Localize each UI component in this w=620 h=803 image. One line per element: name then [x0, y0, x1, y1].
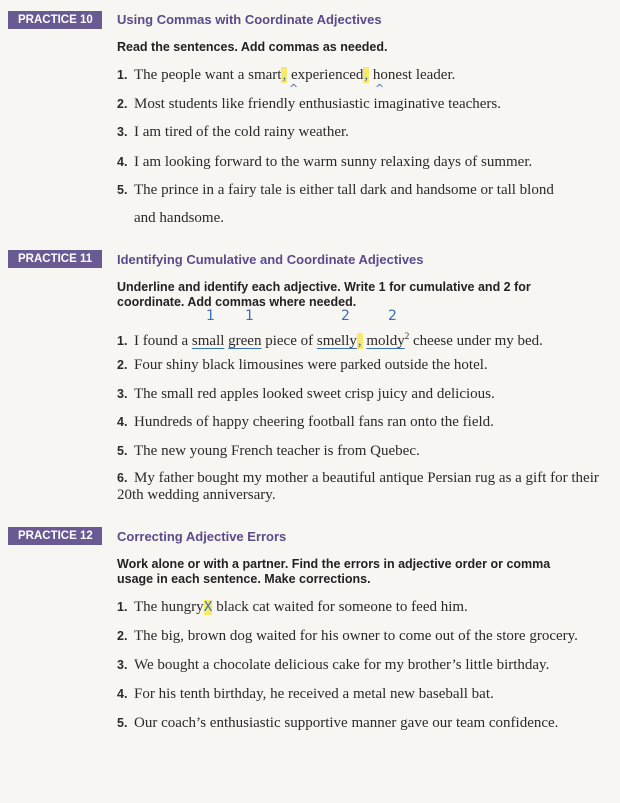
inserted-comma: , — [282, 67, 287, 83]
caret-mark: ^ — [289, 82, 299, 95]
practice-12-title: Correcting Adjective Errors — [117, 529, 287, 544]
inserted-comma: , — [357, 333, 362, 349]
deletion-mark: X — [203, 600, 213, 615]
practice-11-item-1: 1. I found a small green piece of smelly, moldy$^2$ cheese under my bed. — [117, 331, 543, 349]
practice-11-item-5: 5. The new young French teacher is from Quebec. — [117, 443, 420, 459]
practice-12-item-4: 4. For his tenth birthday, he received a metal new baseball bat. — [117, 686, 494, 702]
practice-12-item-5: 5. Our coach’s enthusiastic supportive manner gave our team confidence. — [117, 715, 559, 731]
practice-12-badge: PRACTICE 12 — [8, 527, 102, 545]
practice-11-title: Identifying Cumulative and Coordinate Adjectives — [117, 252, 424, 267]
practice-10-badge: PRACTICE 10 — [8, 11, 102, 29]
practice-11-badge: PRACTICE 11 — [8, 250, 102, 268]
practice-12-instruction: Work alone or with a partner. Find the errors in adjective order or comma usage in each sentence. Make corrections. — [117, 557, 551, 586]
practice-12-item-3: 3. We bought a chocolate delicious cake for my brother’s little birthday. — [117, 657, 550, 673]
practice-10-title: Using Commas with Coordinate Adjectives — [117, 12, 382, 27]
adjective-mark: 2 — [341, 308, 350, 324]
practice-11-item-2: 2. Four shiny black limousines were parked outside the hotel. — [117, 357, 488, 373]
practice-12-item-1: 1. The hungryX black cat waited for someone to feed him. — [117, 599, 468, 615]
practice-10-item-3: 3. I am tired of the cold rainy weather. — [117, 124, 349, 140]
practice-10-item-5-cont: and handsome. — [134, 210, 224, 226]
practice-11-instruction: Underline and identify each adjective. Write 1 for cumulative and 2 for coordinate. Add commas where needed. — [117, 280, 531, 309]
inserted-comma: , — [364, 67, 369, 83]
adjective-mark: 2 — [388, 308, 397, 324]
practice-10-item-2: 2. Most students like friendly enthusiastic imaginative teachers. — [117, 96, 501, 112]
practice-11-item-6: 6. My father bought my mother a beautiful antique Persian rug as a gift for their 20th wedding anniversary. — [117, 470, 599, 503]
practice-11-item-3: 3. The small red apples looked sweet crisp juicy and delicious. — [117, 386, 495, 402]
practice-10-item-1: 1. The people want a smart, experienced, honest leader. — [117, 67, 456, 83]
caret-mark: ^ — [375, 82, 385, 95]
practice-10-item-5: 5. The prince in a fairy tale is either tall dark and handsome or tall blond — [117, 182, 554, 198]
practice-10-item-4: 4. I am looking forward to the warm sunny relaxing days of summer. — [117, 154, 533, 170]
practice-12-item-2: 2. The big, brown dog waited for his owner to come out of the store grocery. — [117, 628, 578, 644]
adjective-mark: 1 — [206, 308, 215, 324]
adjective-mark: 1 — [245, 308, 254, 324]
practice-10-instruction: Read the sentences. Add commas as needed. — [117, 40, 388, 54]
practice-11-item-4: 4. Hundreds of happy cheering football fans ran onto the field. — [117, 414, 494, 430]
